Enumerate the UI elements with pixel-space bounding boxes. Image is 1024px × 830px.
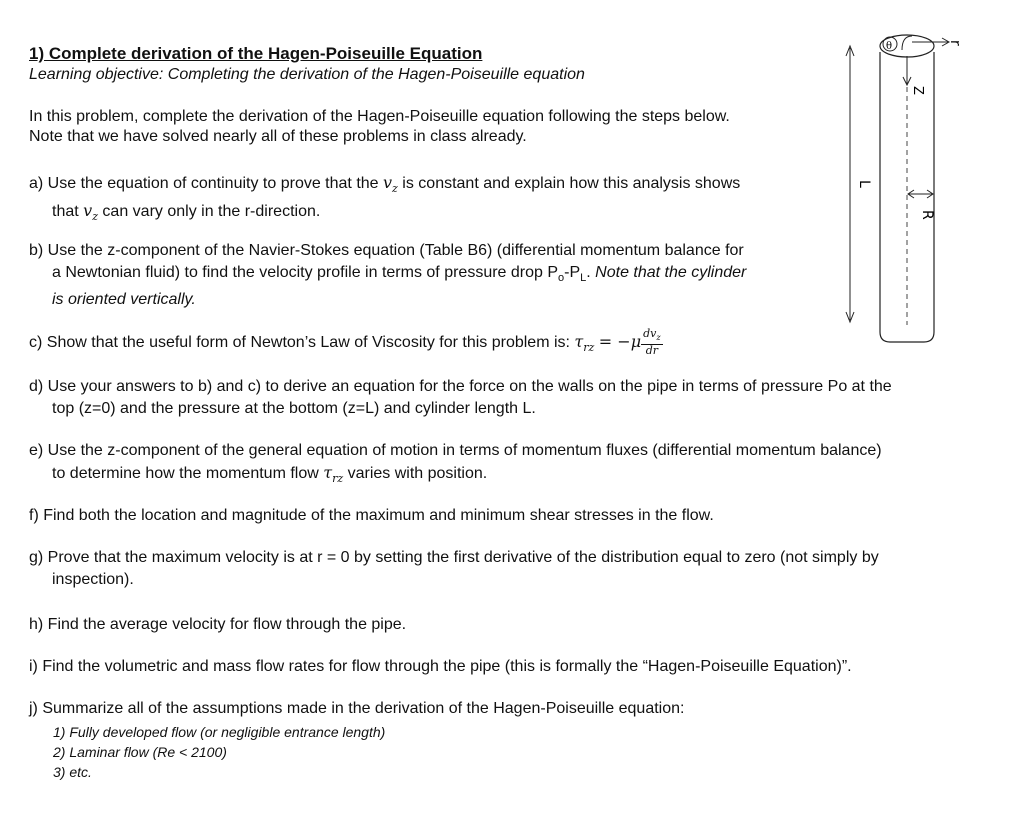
part-i — [29, 656, 852, 678]
part-e-text-3: varies with position. — [343, 465, 488, 482]
theta-label: θ — [886, 41, 893, 52]
part-b-text-3: . — [586, 264, 596, 281]
mu-symbol: μ — [630, 331, 642, 351]
part-b — [29, 240, 746, 311]
pipe-diagram — [830, 20, 1000, 350]
intro-line-2: Note that we have solved nearly all of these problems in class already. — [29, 128, 527, 145]
sub-l: L — [580, 272, 587, 285]
part-a — [29, 172, 740, 228]
part-b-text-2: a Newtonian fluid) to find the velocity profile in terms of pressure drop P — [52, 264, 559, 281]
part-a-text-1: a) Use the equation of continuity to prove that the — [29, 175, 383, 192]
r-label: r — [947, 40, 963, 46]
vz-symbol: $v_z$ — [383, 173, 398, 196]
part-f — [29, 505, 714, 527]
intro-line-1: In this problem, complete the derivation of the Hagen-Poiseuille equation following the steps below. — [29, 108, 730, 125]
vz-symbol: $v_z$ — [83, 201, 98, 224]
part-b-note-2: is oriented vertically. — [52, 291, 196, 309]
part-a-text-4: can vary only in the r-direction. — [97, 203, 321, 221]
part-a-text-2: is constant and explain how this analysis shows — [397, 175, 741, 192]
part-f-text: f) Find both the location and magnitude of the maximum and minimum shear stresses in the flow. — [29, 507, 714, 524]
part-g — [29, 547, 879, 591]
theta-arrow — [902, 36, 912, 50]
problem-title: 1) Complete derivation of the Hagen-Poiseuille Equation — [29, 44, 483, 63]
tau-rz-symbol: $\tau_{rz}$ — [574, 331, 595, 355]
part-e-text-2: to determine how the momentum flow — [52, 465, 324, 482]
equals-minus: = − — [598, 331, 631, 351]
assumption-item: 1) Fully developed flow (or negligible entrance length) — [53, 724, 386, 740]
sub-o: o — [558, 272, 565, 285]
learning-objective: Learning objective: Completing the derivation of the Hagen-Poiseuille equation — [29, 66, 585, 83]
part-d-text-1: d) Use your answers to b) and c) to derive an equation for the force on the walls on the pipe in terms of pressure Po at the — [29, 378, 892, 395]
part-c — [29, 328, 663, 359]
part-j — [29, 698, 684, 720]
part-h-text: h) Find the average velocity for flow through the pipe. — [29, 616, 407, 633]
part-c-text: c) Show that the useful form of Newton’s Law of Viscosity for this problem is: — [29, 333, 575, 351]
part-g-text-1: g) Prove that the maximum velocity is at r = 0 by setting the first derivative of the distribution equal to zero (not simply by — [29, 549, 879, 566]
assumption-item: 2) Laminar flow (Re < 2100) — [53, 744, 227, 760]
z-label: Z — [910, 86, 925, 95]
part-b-note: Note that the cylinder — [595, 264, 747, 281]
part-d — [29, 376, 892, 420]
dvz-dr-fraction: $\frac{dv_z}{dr}$ — [643, 327, 661, 358]
part-i-text: i) Find the volumetric and mass flow rates for flow through the pipe (this is formally the “Hagen-Poiseuille Equation)”. — [29, 658, 852, 675]
part-g-text-2: inspection). — [52, 571, 134, 588]
part-j-text: j) Summarize all of the assumptions made in the derivation of the Hagen-Poiseuille equation: — [29, 700, 685, 717]
part-b-text-1: b) Use the z-component of the Navier-Stokes equation (Table B6) (differential momentum balance for — [29, 242, 744, 259]
intro-paragraph — [29, 107, 730, 147]
assumption-item: 3) etc. — [53, 764, 92, 780]
part-e-text-1: e) Use the z-component of the general equation of motion in terms of momentum fluxes (differential momentum balance) — [29, 442, 882, 459]
part-a-text-3: that — [52, 203, 84, 221]
cylinder-bottom — [880, 332, 934, 342]
radius-label: R — [919, 210, 935, 220]
part-b-dash: -P — [564, 264, 581, 281]
part-e — [29, 440, 882, 490]
part-h — [29, 614, 406, 636]
tau-rz-symbol: $\tau_{rz}$ — [323, 463, 344, 486]
part-d-text-2: top (z=0) and the pressure at the bottom (z=L) and cylinder length L. — [52, 400, 536, 417]
length-label: L — [856, 180, 872, 188]
